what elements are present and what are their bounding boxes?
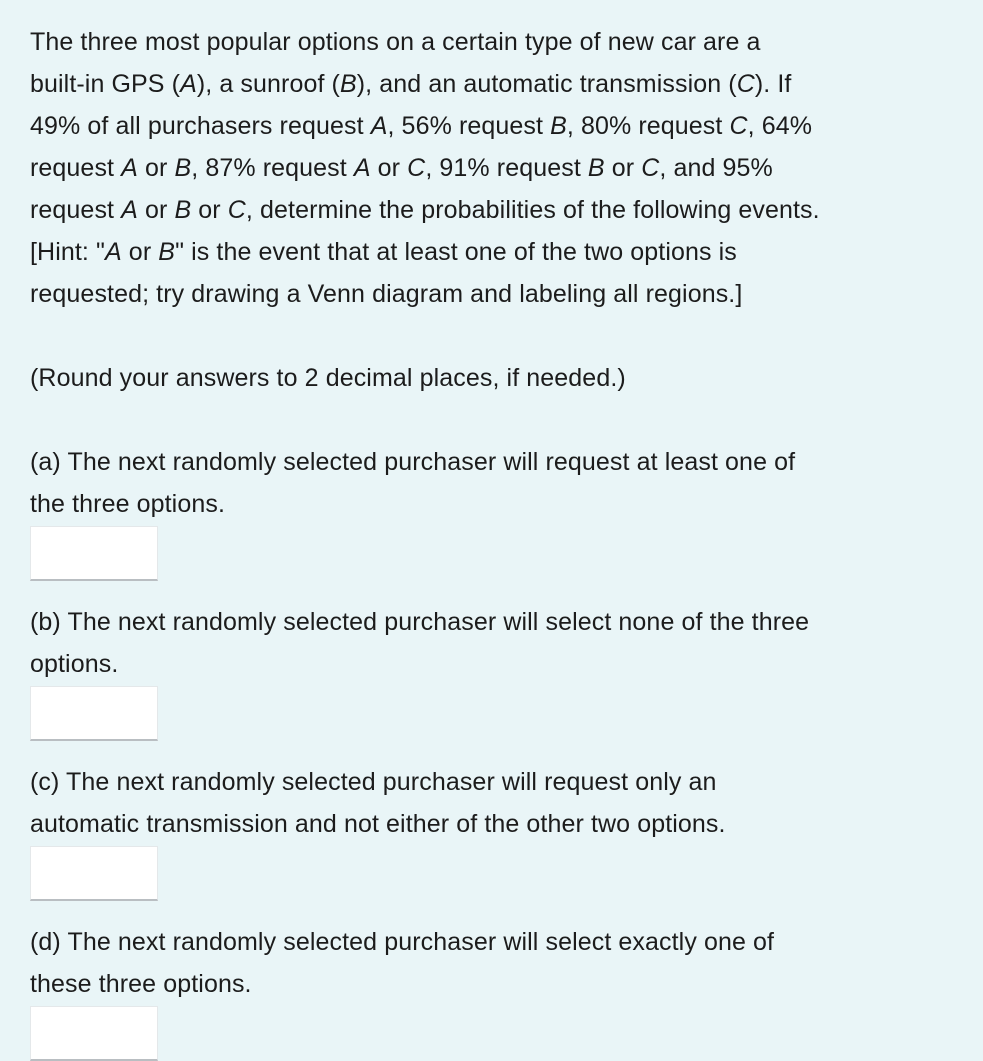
var-b: B — [158, 238, 176, 266]
problem-text: request — [30, 154, 122, 182]
var-c: C — [227, 196, 246, 224]
problem-text: or — [370, 154, 408, 182]
problem-line — [30, 189, 953, 231]
var-c: C — [407, 154, 426, 182]
answer-input-d[interactable] — [30, 1006, 158, 1061]
problem-text: , 91% request — [425, 154, 588, 182]
problem-line — [30, 63, 953, 105]
question-text: the three options. — [30, 490, 225, 518]
question-text: automatic transmission and not either of the other two options. — [30, 810, 726, 838]
var-a: A — [121, 154, 138, 182]
problem-text: requested; try drawing a Venn diagram and labeling all regions.] — [30, 280, 743, 308]
problem-text: , and 95% — [659, 154, 773, 182]
answer-input-b[interactable] — [30, 686, 158, 741]
problem-text: built-in GPS ( — [30, 70, 181, 98]
var-b: B — [587, 154, 605, 182]
question-text: options. — [30, 650, 119, 678]
problem-text: , determine the probabilities of the following events. — [245, 196, 820, 224]
problem-line — [30, 105, 953, 147]
question-a — [30, 441, 953, 581]
problem-text: [Hint: " — [30, 238, 105, 266]
problem-line — [30, 273, 953, 315]
question-text: (c) The next randomly selected purchaser will request only an — [30, 768, 717, 796]
problem-text: , 64% — [747, 112, 813, 140]
problem-line — [30, 231, 953, 273]
question-c — [30, 761, 953, 901]
problem-text: or — [137, 196, 175, 224]
problem-text: , 56% request — [387, 112, 551, 140]
question-d — [30, 921, 953, 1061]
problem-line — [30, 147, 953, 189]
var-b: B — [550, 112, 567, 140]
problem-text: or — [121, 238, 159, 266]
answer-input-a[interactable] — [30, 526, 158, 581]
var-c: C — [641, 154, 660, 182]
var-a: A — [104, 238, 122, 266]
problem-text: ). If — [754, 70, 792, 98]
problem-text: " is the event that at least one of the two options is — [175, 238, 737, 266]
rounding-note: (Round your answers to 2 decimal places, if needed.) — [30, 364, 626, 392]
question-text: (b) The next randomly selected purchaser will select none of the three — [30, 608, 810, 636]
var-a: A — [370, 112, 388, 140]
problem-text: request — [30, 196, 122, 224]
var-c: C — [729, 112, 748, 140]
problem-text: or — [191, 196, 228, 224]
problem-text: , 80% request — [566, 112, 730, 140]
answer-input-c[interactable] — [30, 846, 158, 901]
var-a: A — [121, 196, 138, 224]
problem-text: 49% of all purchasers request — [30, 112, 371, 140]
var-c: C — [736, 70, 755, 98]
question-text: (a) The next randomly selected purchaser will request at least one of — [30, 448, 796, 476]
question-text: these three options. — [30, 970, 252, 998]
problem-text: ), and an automatic transmission ( — [356, 70, 737, 98]
problem-statement — [30, 21, 953, 315]
question-b — [30, 601, 953, 741]
var-b: B — [174, 196, 192, 224]
problem-text: ), a sunroof ( — [196, 70, 340, 98]
var-b: B — [339, 70, 357, 98]
question-text: (d) The next randomly selected purchaser will select exactly one of — [30, 928, 775, 956]
problem-text: or — [137, 154, 175, 182]
var-a: A — [180, 70, 197, 98]
problem-text: The three most popular options on a certain type of new car are a — [30, 28, 761, 56]
problem-text: or — [604, 154, 642, 182]
problem-text: , 87% request — [191, 154, 354, 182]
problem-line — [30, 21, 953, 63]
var-b: B — [174, 154, 192, 182]
var-a: A — [353, 154, 371, 182]
